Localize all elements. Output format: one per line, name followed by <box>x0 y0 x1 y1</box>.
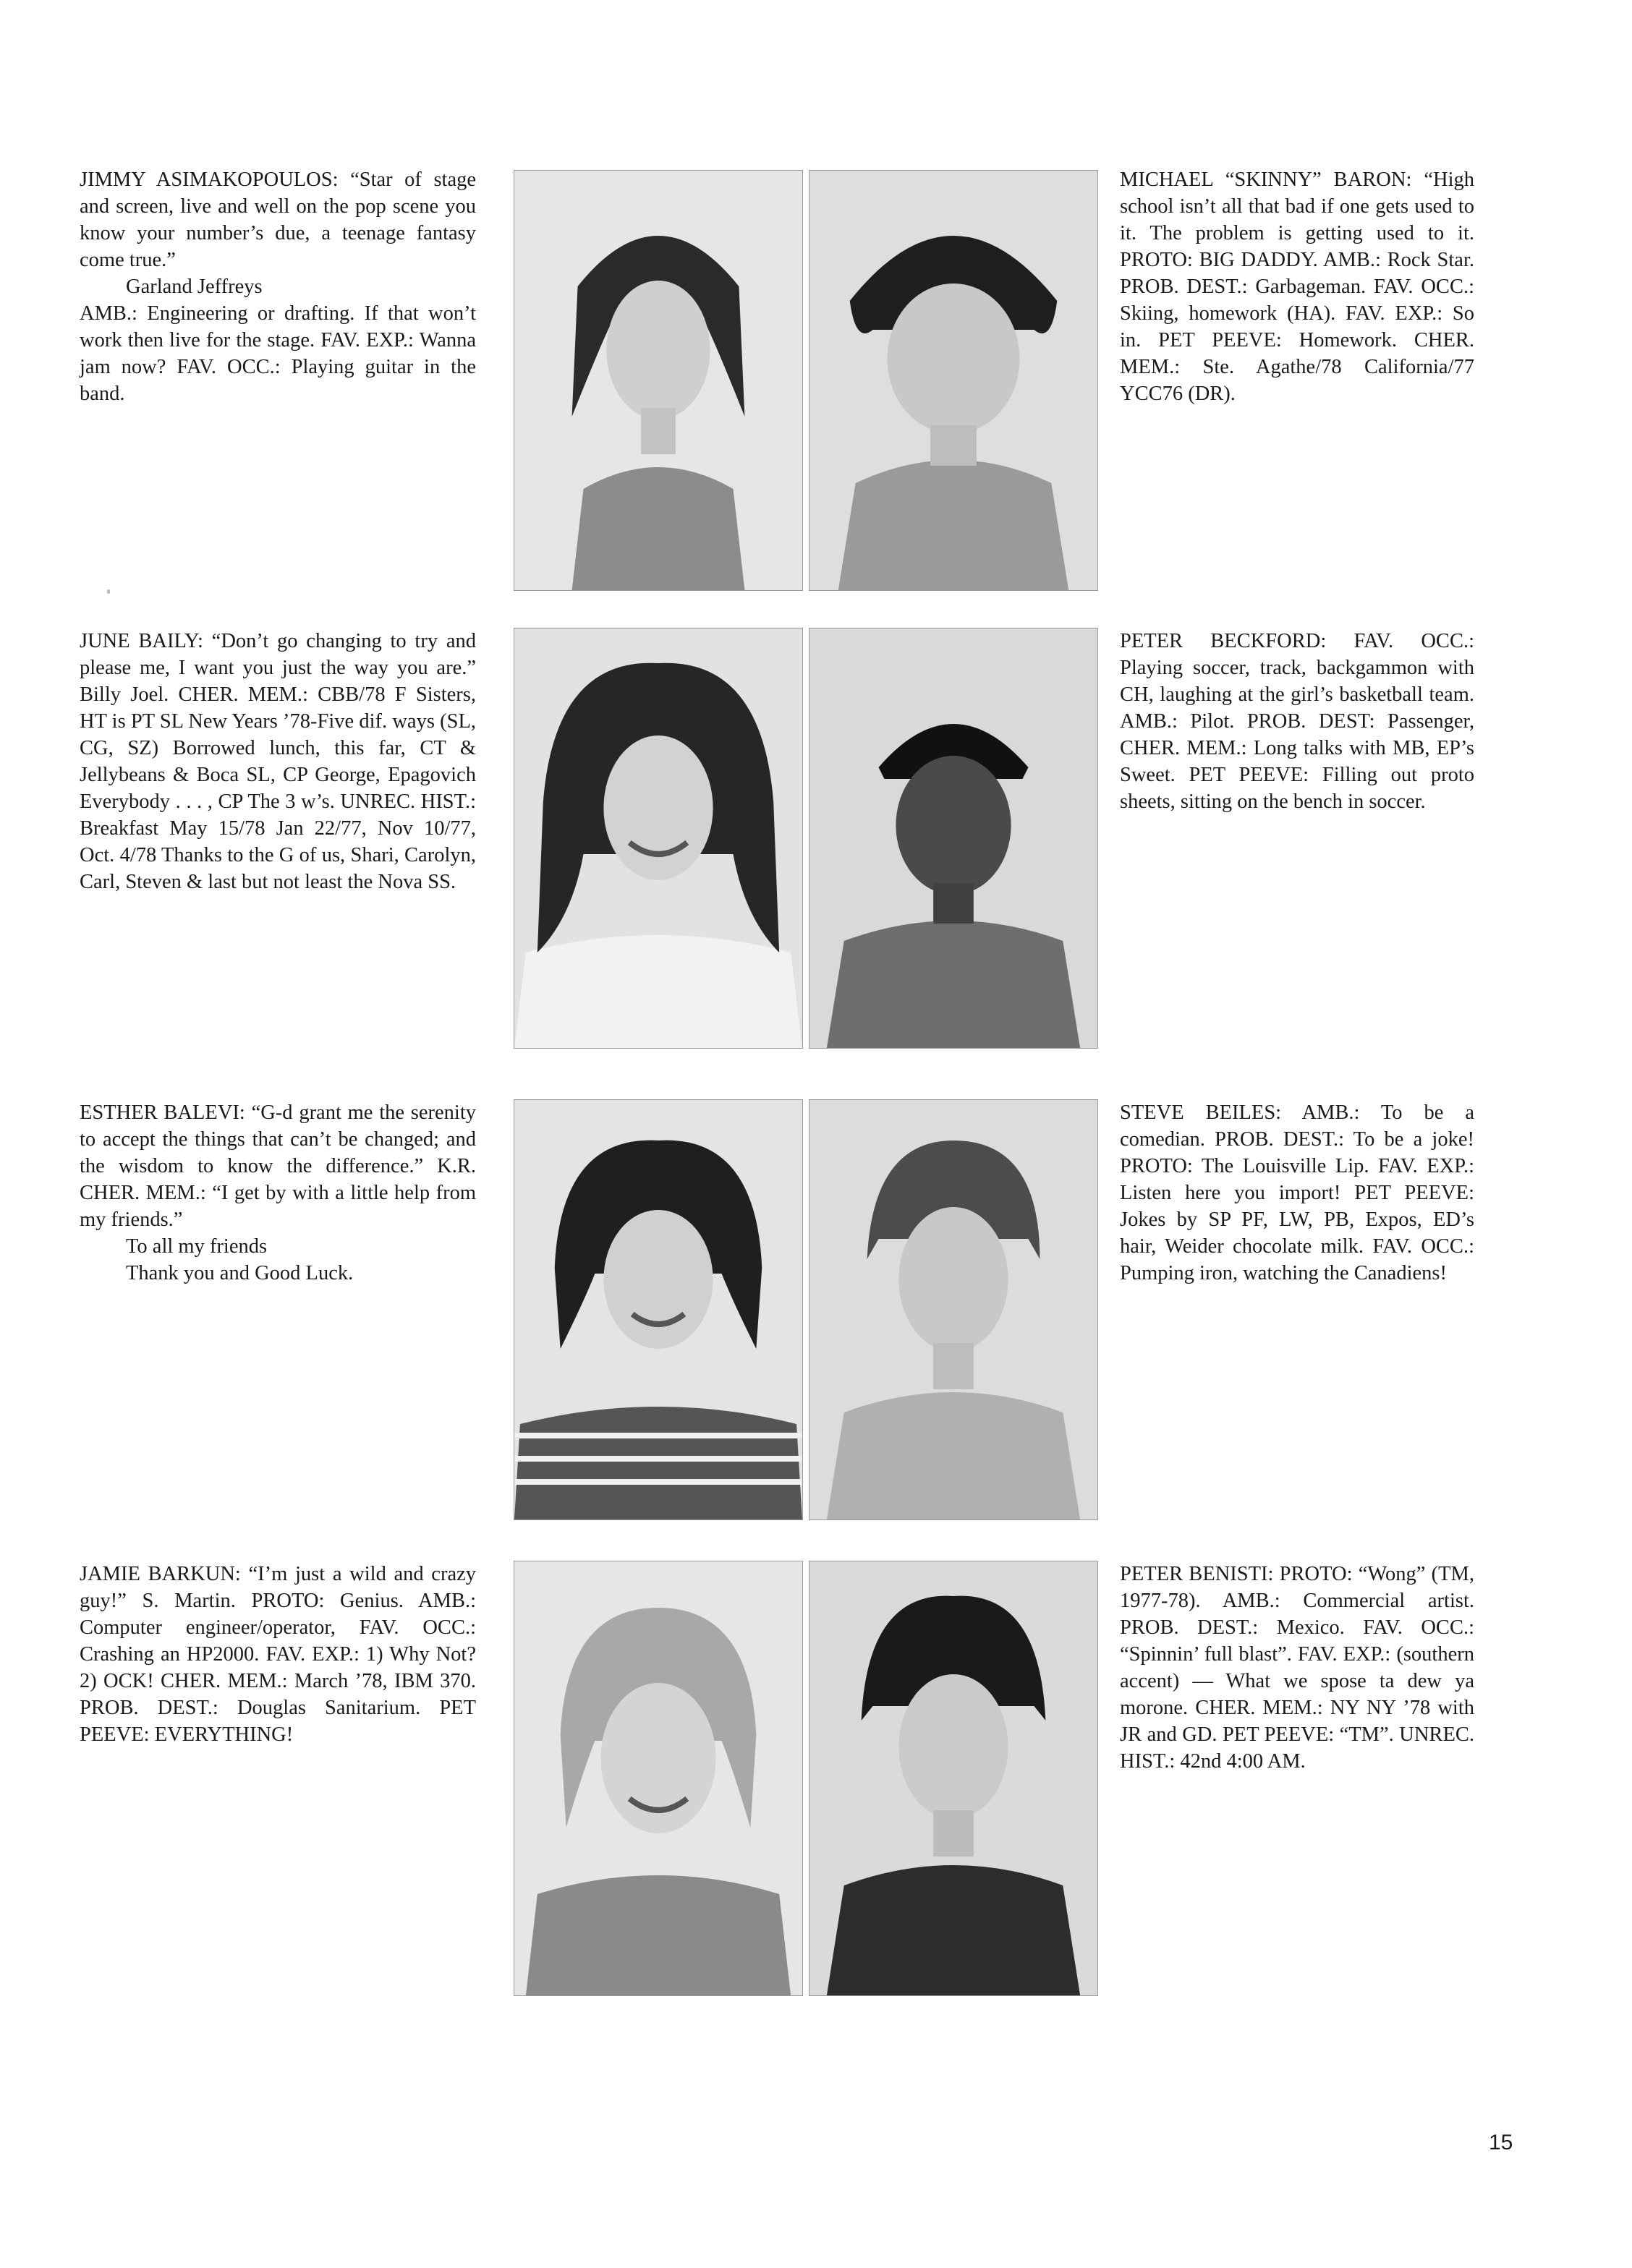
bio-jamie-barkun <box>80 1561 476 1748</box>
portrait-peter-benisti <box>809 1561 1098 1996</box>
portrait-michael-baron <box>809 170 1098 591</box>
bio-text: JAMIE BARKUN: “I’m just a wild and crazy guy!” S. Martin. PROTO: Genius. AMB.: Computer engineer/operator, FAV. OCC.: Crashing an HP2000. FAV. EXP.: 1) Why Not? 2) OCK! CHER. MEM.: March ’78, IBM 370. PROB. DEST.: Douglas Sanitarium. PET PEEVE: EVERYTHING! <box>80 1563 476 1746</box>
bio-esther-balevi <box>80 1099 476 1287</box>
bio-dedication-line: Thank you and Good Luck. <box>126 1262 354 1284</box>
bio-details: AMB.: Engineering or drafting. If that won’t work then live for the stage. FAV. EXP.: Wanna jam now? FAV. OCC.: Playing guitar in the band. <box>80 302 476 405</box>
bio-steve-beiles <box>1120 1099 1474 1287</box>
bio-credit: Garland Jeffreys <box>126 276 263 298</box>
page-number: 15 <box>1489 2131 1513 2154</box>
bio-text: STEVE BEILES: AMB.: To be a comedian. PROB. DEST.: To be a joke! PROTO: The Louisville Lip. FAV. EXP.: Listen here you import! PET PEEVE: Jokes by SP PF, LW, PB, Expos, ED’s hair, Weider chocolate milk. FAV. OCC.: Pumping iron, watching the Canadiens! <box>1120 1101 1474 1284</box>
bio-peter-benisti <box>1120 1561 1474 1775</box>
portrait-jimmy-asimakopoulos <box>514 170 803 591</box>
portrait-esther-balevi <box>514 1099 803 1520</box>
portrait-june-baily <box>514 628 803 1049</box>
bio-quote: ESTHER BALEVI: “G-d grant me the serenity to accept the things that can’t be changed; and the wisdom to know the difference.” K.R. CHER. MEM.: “I get by with a little help from my friends.” <box>80 1101 476 1231</box>
bio-michael-baron <box>1120 166 1474 407</box>
bio-text: PETER BENISTI: PROTO: “Wong” (TM, 1977-78). AMB.: Commercial artist. PROB. DEST.: Mexico. FAV. OCC.: “Spinnin’ full blast”. FAV. EXP.: (southern accent) — What we spose ta dew ya morone. CHER. MEM.: NY NY ’78 with JR and GD. PET PEEVE: “TM”. UNREC. HIST.: 42nd 4:00 AM. <box>1120 1563 1474 1773</box>
bio-jimmy-asimakopoulos <box>80 166 476 407</box>
print-speck <box>107 589 110 594</box>
bio-june-baily <box>80 628 476 895</box>
bio-quote: JIMMY ASIMAKOPOULOS: “Star of stage and screen, live and well on the pop scene you know your number’s due, a teenage fantasy come true.” <box>80 169 476 271</box>
bio-text: MICHAEL “SKINNY” BARON: “High school isn’t all that bad if one gets used to it. The problem is getting used to it. PROTO: BIG DADDY. AMB.: Rock Star. PROB. DEST.: Garbageman. FAV. OCC.: Skiing, homework (HA). FAV. EXP.: So in. PET PEEVE: Homework. CHER. MEM.: Ste. Agathe/78 California/77 YCC76 (DR). <box>1120 169 1474 405</box>
bio-peter-beckford <box>1120 628 1474 815</box>
bio-text: JUNE BAILY: “Don’t go changing to try and please me, I want you just the way you are.” Billy Joel. CHER. MEM.: CBB/78 F Sisters, HT is PT SL New Years ’78-Five dif. ways (SL, CG, SZ) Borrowed lunch, this far, CT & Jellybeans & Boca SL, CP George, Epagovich Everybody . . . , CP The 3 w’s. UNREC. HIST.: Breakfast May 15/78 Jan 22/77, Nov 10/77, Oct. 4/78 Thanks to the G of us, Shari, Carolyn, Carl, Steven & last but not least the Nova SS. <box>80 630 476 893</box>
bio-dedication-line: To all my friends <box>126 1235 268 1258</box>
portrait-steve-beiles <box>809 1099 1098 1520</box>
portrait-jamie-barkun <box>514 1561 803 1996</box>
bio-text: PETER BECKFORD: FAV. OCC.: Playing soccer, track, backgammon with CH, laughing at the girl’s basketball team. AMB.: Pilot. PROB. DEST: Passenger, CHER. MEM.: Long talks with MB, EP’s Sweet. PET PEEVE: Filling out proto sheets, sitting on the bench in soccer. <box>1120 630 1474 813</box>
portrait-peter-beckford <box>809 628 1098 1049</box>
